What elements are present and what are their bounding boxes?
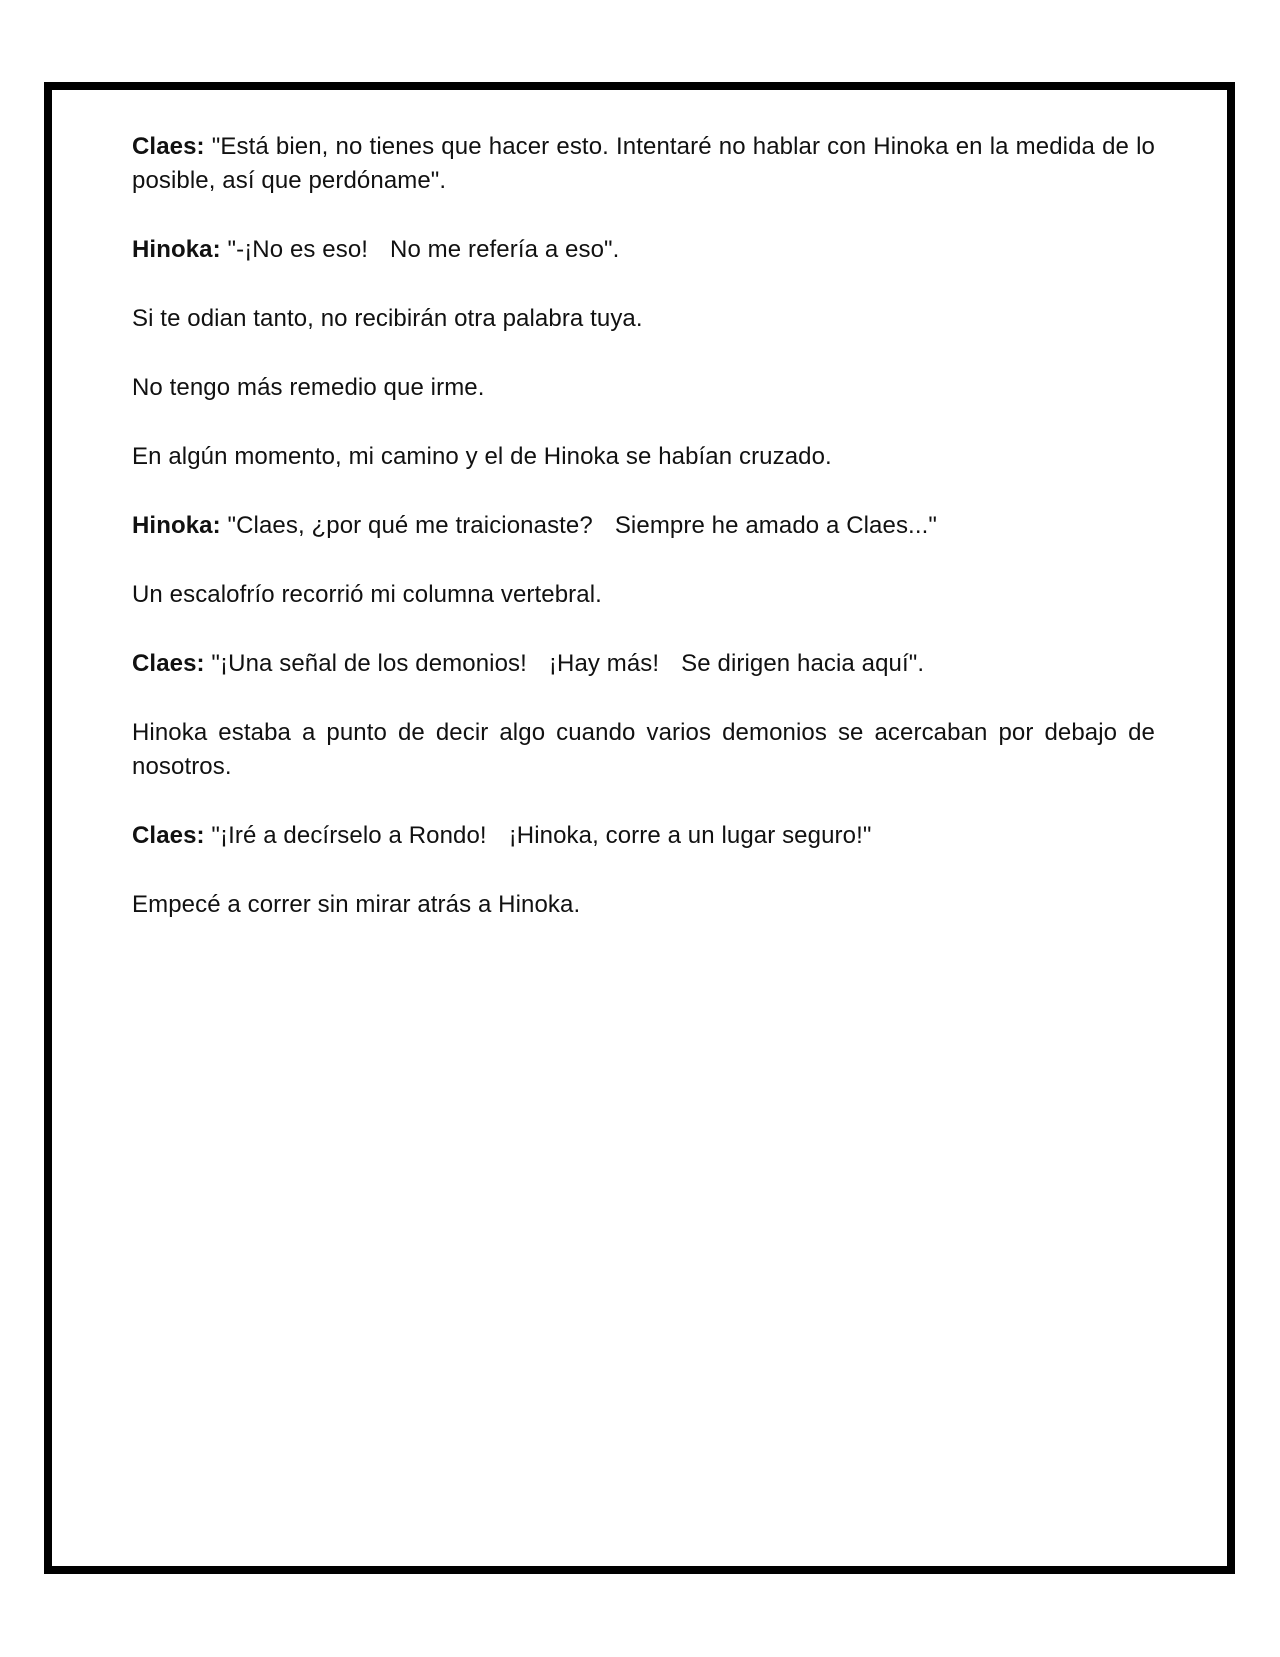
narration-text: No tengo más remedio que irme. [132, 374, 485, 401]
dialogue-text: Siempre he amado a Claes..." [614, 512, 937, 539]
speaker-name: Hinoka: [132, 236, 221, 263]
paragraph-1 [132, 130, 1155, 198]
speaker-name: Claes: [132, 822, 205, 849]
narration-text: En algún momento, mi camino y el de Hinoka se habían cruzado. [132, 443, 832, 470]
narration-text: Si te odian tanto, no recibirán otra palabra tuya. [132, 305, 643, 332]
document-body [132, 130, 1155, 957]
page-frame [44, 82, 1235, 1574]
paragraph-11 [132, 888, 1155, 922]
narration-text: Hinoka estaba a punto de decir algo cuando varios demonios se acercaban por debajo de nosotros. [132, 719, 1155, 780]
narration-text: Empecé a correr sin mirar atrás a Hinoka. [132, 891, 581, 918]
speaker-name: Hinoka: [132, 512, 221, 539]
paragraph-2 [132, 233, 1155, 267]
dialogue-text: "Claes, ¿por qué me traicionaste? [227, 512, 593, 539]
dialogue-text: No me refería a eso". [390, 236, 620, 263]
paragraph-7 [132, 578, 1155, 612]
paragraph-3 [132, 302, 1155, 336]
dialogue-text: Se dirigen hacia aquí". [681, 650, 925, 677]
speaker-name: Claes: [132, 133, 205, 160]
speaker-name: Claes: [132, 650, 205, 677]
paragraph-10 [132, 819, 1155, 853]
dialogue-text: "¡Iré a decírselo a Rondo! [211, 822, 487, 849]
dialogue-text: "-¡No es eso! [227, 236, 369, 263]
paragraph-9 [132, 716, 1155, 784]
paragraph-4 [132, 371, 1155, 405]
dialogue-text: "¡Una señal de los demonios! [211, 650, 527, 677]
dialogue-text: ¡Hay más! [548, 650, 660, 677]
dialogue-text: "Está bien, no tienes que hacer esto. Intentaré no hablar con Hinoka en la medida de lo posible, así que perdóname". [132, 133, 1155, 194]
paragraph-6 [132, 509, 1155, 543]
paragraph-8 [132, 647, 1155, 681]
narration-text: Un escalofrío recorrió mi columna vertebral. [132, 581, 602, 608]
paragraph-5 [132, 440, 1155, 474]
dialogue-text: ¡Hinoka, corre a un lugar seguro!" [508, 822, 872, 849]
